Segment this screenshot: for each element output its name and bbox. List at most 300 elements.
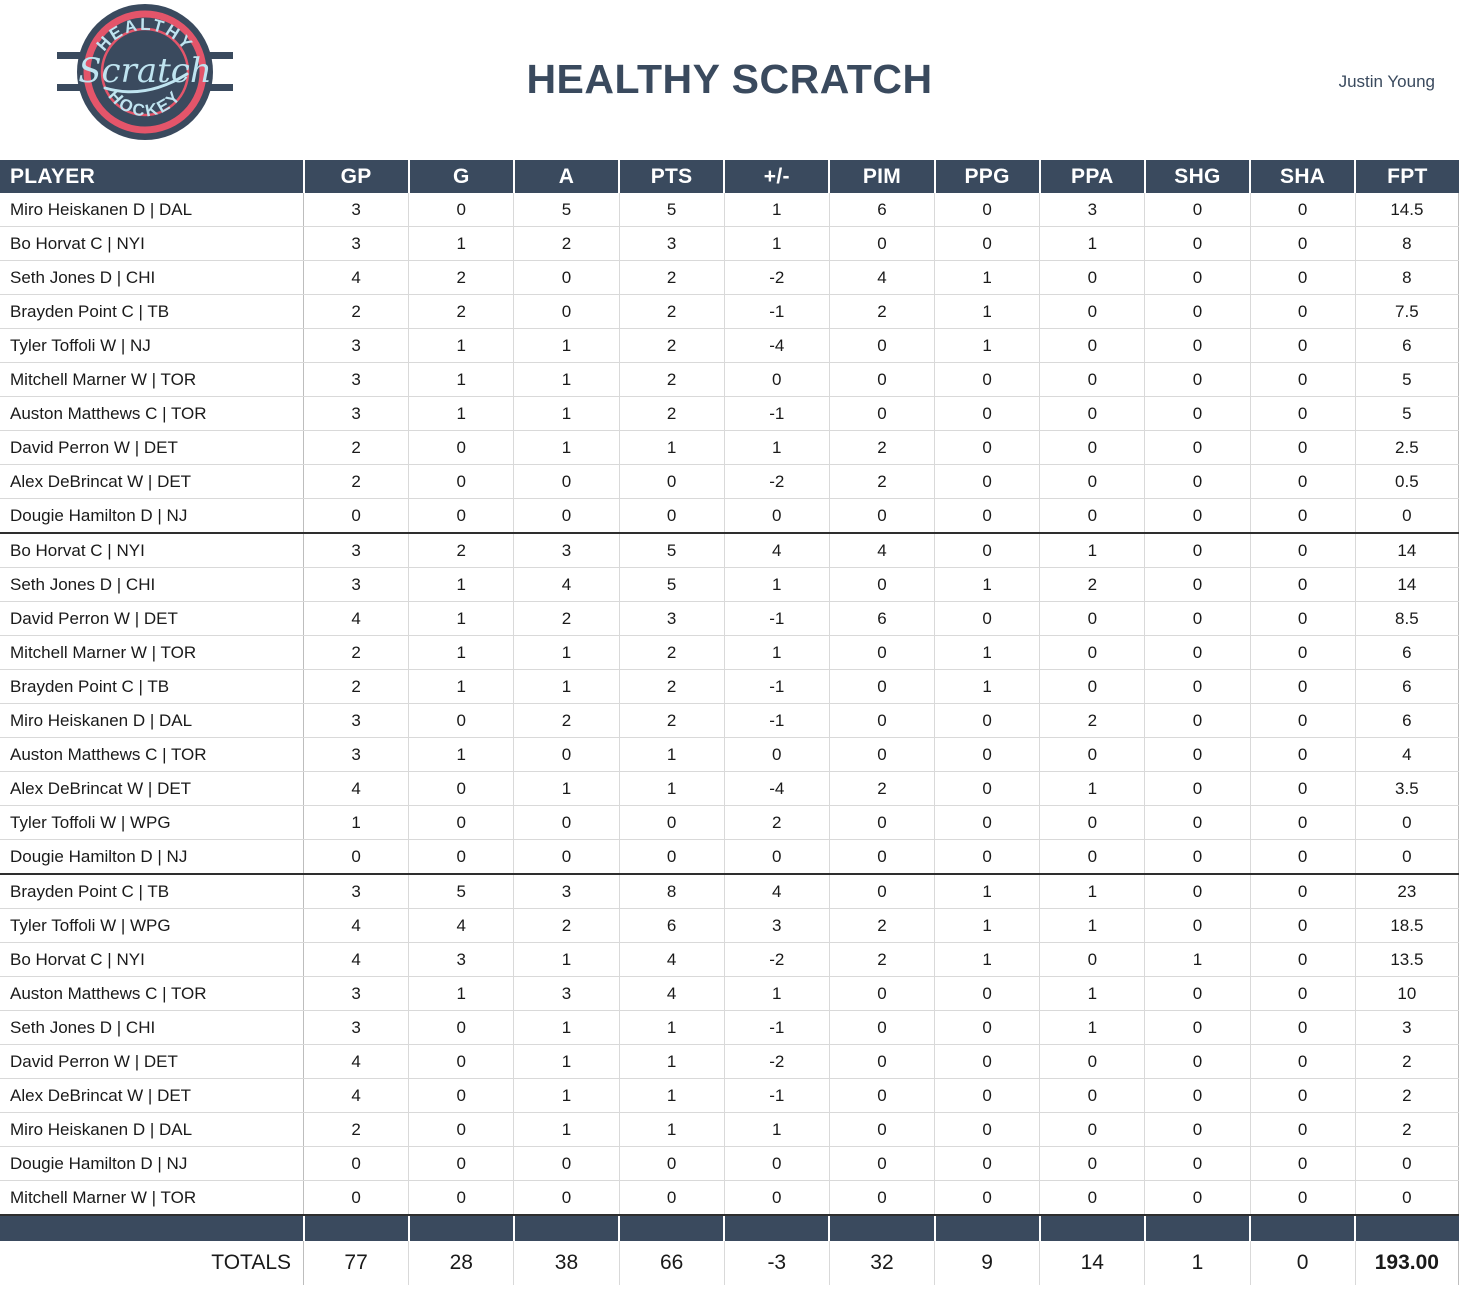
stat-cell-ppa: 1 xyxy=(1040,977,1145,1011)
player-name-cell: Dougie Hamilton D | NJ xyxy=(0,499,304,534)
column-header-gp[interactable]: GP xyxy=(304,160,409,193)
svg-text:HEALTHY: HEALTHY xyxy=(92,14,198,55)
stat-cell-ppg: 0 xyxy=(935,1147,1040,1181)
table-row xyxy=(0,568,1459,602)
stat-cell-sha: 0 xyxy=(1250,329,1355,363)
player-name-cell: Auston Matthews C | TOR xyxy=(0,738,304,772)
stat-cell-ppa: 0 xyxy=(1040,295,1145,329)
stat-cell-pim: 4 xyxy=(829,261,934,295)
column-header-shg[interactable]: SHG xyxy=(1145,160,1250,193)
stat-cell-gp: 3 xyxy=(304,977,409,1011)
stat-cell-a: 0 xyxy=(514,840,619,875)
stat-cell-a: 2 xyxy=(514,227,619,261)
stat-cell-g: 1 xyxy=(409,670,514,704)
stat-cell-g: 1 xyxy=(409,227,514,261)
stat-cell-ppg: 0 xyxy=(935,1045,1040,1079)
stat-cell-fpt: 8 xyxy=(1355,227,1458,261)
stat-cell-a: 2 xyxy=(514,602,619,636)
stat-cell-pts: 0 xyxy=(619,806,724,840)
stat-cell-pts: 3 xyxy=(619,227,724,261)
stat-cell-gp: 3 xyxy=(304,363,409,397)
stat-cell-shg: 0 xyxy=(1145,738,1250,772)
totals-pim: 32 xyxy=(829,1241,934,1285)
totals-row xyxy=(0,1241,1459,1285)
page-header xyxy=(0,0,1459,160)
stat-cell-plusminus: -4 xyxy=(724,772,829,806)
stat-cell-plusminus: 0 xyxy=(724,363,829,397)
player-name-cell: Tyler Toffoli W | WPG xyxy=(0,909,304,943)
stat-cell-gp: 2 xyxy=(304,670,409,704)
stat-cell-ppa: 0 xyxy=(1040,363,1145,397)
stat-cell-shg: 0 xyxy=(1145,1147,1250,1181)
stat-cell-shg: 0 xyxy=(1145,977,1250,1011)
table-body xyxy=(0,193,1459,1215)
stat-cell-pts: 2 xyxy=(619,636,724,670)
table-row xyxy=(0,193,1459,227)
totals-gp: 77 xyxy=(304,1241,409,1285)
stat-cell-fpt: 2.5 xyxy=(1355,431,1458,465)
stat-cell-a: 1 xyxy=(514,1011,619,1045)
stat-cell-shg: 0 xyxy=(1145,636,1250,670)
player-name-cell: Tyler Toffoli W | NJ xyxy=(0,329,304,363)
stat-cell-pts: 0 xyxy=(619,499,724,534)
stat-cell-ppg: 0 xyxy=(935,397,1040,431)
stat-cell-plusminus: 1 xyxy=(724,227,829,261)
stat-cell-ppg: 1 xyxy=(935,261,1040,295)
stat-cell-pim: 0 xyxy=(829,1181,934,1216)
stat-cell-plusminus: 0 xyxy=(724,1147,829,1181)
stat-cell-ppa: 0 xyxy=(1040,465,1145,499)
stat-cell-gp: 2 xyxy=(304,465,409,499)
stat-cell-fpt: 0 xyxy=(1355,499,1458,534)
column-header-ppg[interactable]: PPG xyxy=(935,160,1040,193)
player-name-cell: Alex DeBrincat W | DET xyxy=(0,465,304,499)
stat-cell-pts: 5 xyxy=(619,568,724,602)
table-row xyxy=(0,1011,1459,1045)
stat-cell-gp: 2 xyxy=(304,1113,409,1147)
stat-cell-plusminus: -4 xyxy=(724,329,829,363)
table-row xyxy=(0,227,1459,261)
stat-cell-gp: 2 xyxy=(304,431,409,465)
spacer-cell xyxy=(514,1215,619,1241)
stat-cell-pts: 0 xyxy=(619,1147,724,1181)
spacer-cell xyxy=(619,1215,724,1241)
stat-cell-ppg: 0 xyxy=(935,1181,1040,1216)
stat-cell-ppg: 0 xyxy=(935,363,1040,397)
stat-cell-ppg: 0 xyxy=(935,499,1040,534)
stat-cell-ppg: 0 xyxy=(935,806,1040,840)
stat-cell-plusminus: 1 xyxy=(724,977,829,1011)
stat-cell-plusminus: 1 xyxy=(724,193,829,227)
table-row xyxy=(0,261,1459,295)
svg-text:HOCKEY: HOCKEY xyxy=(104,86,186,121)
stat-cell-shg: 0 xyxy=(1145,431,1250,465)
stat-cell-gp: 3 xyxy=(304,738,409,772)
stat-cell-a: 0 xyxy=(514,1147,619,1181)
totals-shg: 1 xyxy=(1145,1241,1250,1285)
stat-cell-shg: 0 xyxy=(1145,363,1250,397)
stat-cell-ppa: 0 xyxy=(1040,329,1145,363)
stat-cell-pts: 4 xyxy=(619,943,724,977)
stat-cell-ppa: 0 xyxy=(1040,806,1145,840)
stat-cell-g: 0 xyxy=(409,499,514,534)
page-title: HEALTHY SCRATCH xyxy=(526,56,933,102)
stat-cell-a: 4 xyxy=(514,568,619,602)
stat-cell-shg: 0 xyxy=(1145,874,1250,909)
stat-cell-a: 1 xyxy=(514,670,619,704)
totals-sha: 0 xyxy=(1250,1241,1355,1285)
table-row xyxy=(0,465,1459,499)
stat-cell-plusminus: 0 xyxy=(724,738,829,772)
svg-text:Scratch: Scratch xyxy=(78,51,212,91)
stat-cell-shg: 0 xyxy=(1145,1113,1250,1147)
stat-cell-gp: 4 xyxy=(304,909,409,943)
stat-cell-a: 0 xyxy=(514,738,619,772)
stat-cell-a: 0 xyxy=(514,261,619,295)
stat-cell-gp: 3 xyxy=(304,329,409,363)
stat-cell-ppa: 0 xyxy=(1040,1045,1145,1079)
stat-cell-fpt: 6 xyxy=(1355,704,1458,738)
column-header-sha[interactable]: SHA xyxy=(1250,160,1355,193)
stat-cell-shg: 0 xyxy=(1145,1079,1250,1113)
stat-cell-gp: 3 xyxy=(304,397,409,431)
player-name-cell: Seth Jones D | CHI xyxy=(0,261,304,295)
stat-cell-ppg: 1 xyxy=(935,943,1040,977)
stat-cell-ppa: 2 xyxy=(1040,704,1145,738)
stat-cell-pim: 0 xyxy=(829,636,934,670)
stat-cell-shg: 0 xyxy=(1145,602,1250,636)
stat-cell-fpt: 0 xyxy=(1355,840,1458,875)
stat-cell-ppg: 0 xyxy=(935,772,1040,806)
stat-cell-pim: 0 xyxy=(829,1113,934,1147)
stat-cell-ppg: 0 xyxy=(935,738,1040,772)
stat-cell-ppg: 1 xyxy=(935,670,1040,704)
stat-cell-fpt: 4 xyxy=(1355,738,1458,772)
stat-cell-g: 2 xyxy=(409,261,514,295)
stat-cell-a: 1 xyxy=(514,1079,619,1113)
column-header-fpt[interactable]: FPT xyxy=(1355,160,1458,193)
stat-cell-plusminus: 0 xyxy=(724,840,829,875)
stat-cell-plusminus: 3 xyxy=(724,909,829,943)
stat-cell-shg: 0 xyxy=(1145,1011,1250,1045)
stat-cell-sha: 0 xyxy=(1250,1079,1355,1113)
stat-cell-sha: 0 xyxy=(1250,227,1355,261)
table-row xyxy=(0,363,1459,397)
stat-cell-pim: 2 xyxy=(829,909,934,943)
stat-cell-sha: 0 xyxy=(1250,772,1355,806)
stat-cell-shg: 0 xyxy=(1145,568,1250,602)
stat-cell-shg: 0 xyxy=(1145,295,1250,329)
stat-cell-shg: 0 xyxy=(1145,704,1250,738)
stat-cell-fpt: 0.5 xyxy=(1355,465,1458,499)
stat-cell-g: 0 xyxy=(409,772,514,806)
spacer-cell xyxy=(935,1215,1040,1241)
table-header xyxy=(0,160,1459,193)
stat-cell-gp: 4 xyxy=(304,943,409,977)
stat-cell-a: 3 xyxy=(514,874,619,909)
table-row xyxy=(0,329,1459,363)
stat-cell-pim: 0 xyxy=(829,1011,934,1045)
stat-cell-fpt: 14.5 xyxy=(1355,193,1458,227)
stat-cell-pim: 0 xyxy=(829,227,934,261)
stat-cell-gp: 4 xyxy=(304,1045,409,1079)
stat-cell-pts: 2 xyxy=(619,397,724,431)
player-name-cell: Seth Jones D | CHI xyxy=(0,568,304,602)
stat-cell-pts: 8 xyxy=(619,874,724,909)
stat-cell-g: 0 xyxy=(409,465,514,499)
stat-cell-pts: 0 xyxy=(619,840,724,875)
player-name-cell: Brayden Point C | TB xyxy=(0,874,304,909)
stat-cell-ppa: 1 xyxy=(1040,227,1145,261)
stat-cell-pim: 0 xyxy=(829,568,934,602)
stat-cell-shg: 0 xyxy=(1145,670,1250,704)
stat-cell-g: 4 xyxy=(409,909,514,943)
stat-cell-a: 3 xyxy=(514,533,619,568)
player-name-cell: Alex DeBrincat W | DET xyxy=(0,1079,304,1113)
stat-cell-gp: 3 xyxy=(304,874,409,909)
stat-cell-pts: 1 xyxy=(619,1113,724,1147)
team-owner-name: Justin Young xyxy=(1338,72,1435,91)
table-row xyxy=(0,636,1459,670)
table-row xyxy=(0,840,1459,875)
stat-cell-fpt: 2 xyxy=(1355,1113,1458,1147)
stat-cell-sha: 0 xyxy=(1250,1045,1355,1079)
stat-cell-a: 2 xyxy=(514,909,619,943)
stat-cell-sha: 0 xyxy=(1250,670,1355,704)
stat-cell-fpt: 13.5 xyxy=(1355,943,1458,977)
stat-cell-sha: 0 xyxy=(1250,943,1355,977)
stat-cell-a: 0 xyxy=(514,499,619,534)
stat-cell-fpt: 6 xyxy=(1355,329,1458,363)
stat-cell-a: 0 xyxy=(514,295,619,329)
stat-cell-fpt: 5 xyxy=(1355,397,1458,431)
stat-cell-ppa: 0 xyxy=(1040,1079,1145,1113)
stat-cell-fpt: 8.5 xyxy=(1355,602,1458,636)
stat-cell-pim: 0 xyxy=(829,977,934,1011)
stat-cell-pts: 5 xyxy=(619,193,724,227)
table-row xyxy=(0,704,1459,738)
stat-cell-plusminus: -1 xyxy=(724,295,829,329)
totals-pts: 66 xyxy=(619,1241,724,1285)
table-row xyxy=(0,738,1459,772)
stat-cell-ppg: 0 xyxy=(935,704,1040,738)
stat-cell-fpt: 6 xyxy=(1355,636,1458,670)
stat-cell-gp: 3 xyxy=(304,1011,409,1045)
player-name-cell: Dougie Hamilton D | NJ xyxy=(0,840,304,875)
stat-cell-gp: 3 xyxy=(304,193,409,227)
stat-cell-shg: 0 xyxy=(1145,772,1250,806)
totals-label: TOTALS xyxy=(0,1241,304,1285)
stat-cell-fpt: 18.5 xyxy=(1355,909,1458,943)
stat-cell-shg: 0 xyxy=(1145,1181,1250,1216)
stat-cell-pim: 0 xyxy=(829,840,934,875)
column-header-g[interactable]: G xyxy=(409,160,514,193)
stat-cell-g: 1 xyxy=(409,363,514,397)
stat-cell-ppa: 0 xyxy=(1040,261,1145,295)
player-name-cell: David Perron W | DET xyxy=(0,1045,304,1079)
stat-cell-a: 1 xyxy=(514,943,619,977)
stat-cell-pts: 1 xyxy=(619,431,724,465)
stat-cell-ppa: 0 xyxy=(1040,602,1145,636)
stat-cell-plusminus: -1 xyxy=(724,704,829,738)
totals-plusminus: -3 xyxy=(724,1241,829,1285)
stat-cell-ppg: 1 xyxy=(935,329,1040,363)
column-header-pim[interactable]: PIM xyxy=(829,160,934,193)
player-name-cell: Tyler Toffoli W | WPG xyxy=(0,806,304,840)
totals-ppg: 9 xyxy=(935,1241,1040,1285)
stat-cell-shg: 0 xyxy=(1145,193,1250,227)
spacer-cell xyxy=(1355,1215,1458,1241)
stat-cell-gp: 4 xyxy=(304,261,409,295)
stat-cell-pts: 3 xyxy=(619,602,724,636)
table-row xyxy=(0,772,1459,806)
stat-cell-ppg: 0 xyxy=(935,465,1040,499)
stat-cell-ppa: 1 xyxy=(1040,772,1145,806)
stat-cell-ppg: 0 xyxy=(935,1079,1040,1113)
stat-cell-fpt: 2 xyxy=(1355,1045,1458,1079)
stat-cell-ppa: 0 xyxy=(1040,1113,1145,1147)
column-header-ppa[interactable]: PPA xyxy=(1040,160,1145,193)
stat-cell-a: 0 xyxy=(514,806,619,840)
stat-cell-ppa: 0 xyxy=(1040,1147,1145,1181)
stat-cell-a: 5 xyxy=(514,193,619,227)
stat-cell-g: 0 xyxy=(409,704,514,738)
stat-cell-pts: 5 xyxy=(619,533,724,568)
stat-cell-fpt: 5 xyxy=(1355,363,1458,397)
stat-cell-fpt: 10 xyxy=(1355,977,1458,1011)
stat-cell-pts: 1 xyxy=(619,1011,724,1045)
stat-cell-ppg: 0 xyxy=(935,1113,1040,1147)
stat-cell-ppa: 0 xyxy=(1040,943,1145,977)
stat-cell-fpt: 23 xyxy=(1355,874,1458,909)
stat-cell-plusminus: -1 xyxy=(724,670,829,704)
stat-cell-g: 0 xyxy=(409,1079,514,1113)
stat-cell-sha: 0 xyxy=(1250,840,1355,875)
footer-spacer-row xyxy=(0,1215,1459,1241)
stat-cell-plusminus: -1 xyxy=(724,1011,829,1045)
player-name-cell: Alex DeBrincat W | DET xyxy=(0,772,304,806)
table-row xyxy=(0,431,1459,465)
table-row xyxy=(0,1113,1459,1147)
stat-cell-pts: 1 xyxy=(619,1079,724,1113)
stat-cell-ppg: 1 xyxy=(935,874,1040,909)
stat-cell-a: 1 xyxy=(514,636,619,670)
stat-cell-g: 0 xyxy=(409,431,514,465)
stat-cell-sha: 0 xyxy=(1250,1113,1355,1147)
stat-cell-plusminus: 1 xyxy=(724,431,829,465)
stat-cell-plusminus: -1 xyxy=(724,397,829,431)
stat-cell-plusminus: -2 xyxy=(724,1045,829,1079)
stat-cell-gp: 0 xyxy=(304,1181,409,1216)
stat-cell-gp: 3 xyxy=(304,533,409,568)
stat-cell-pts: 2 xyxy=(619,363,724,397)
stat-cell-shg: 0 xyxy=(1145,261,1250,295)
stat-cell-sha: 0 xyxy=(1250,806,1355,840)
stat-cell-pts: 4 xyxy=(619,977,724,1011)
stat-cell-a: 1 xyxy=(514,1045,619,1079)
stat-cell-pim: 0 xyxy=(829,397,934,431)
stat-cell-sha: 0 xyxy=(1250,704,1355,738)
player-name-cell: Mitchell Marner W | TOR xyxy=(0,363,304,397)
stat-cell-pts: 1 xyxy=(619,772,724,806)
stat-cell-gp: 2 xyxy=(304,295,409,329)
stat-cell-g: 3 xyxy=(409,943,514,977)
totals-g: 28 xyxy=(409,1241,514,1285)
stat-cell-plusminus: -1 xyxy=(724,1079,829,1113)
stat-cell-gp: 0 xyxy=(304,1147,409,1181)
stat-cell-pts: 6 xyxy=(619,909,724,943)
stat-cell-plusminus: -1 xyxy=(724,602,829,636)
stat-cell-fpt: 2 xyxy=(1355,1079,1458,1113)
stat-cell-g: 1 xyxy=(409,738,514,772)
stat-cell-pts: 2 xyxy=(619,295,724,329)
stat-cell-g: 1 xyxy=(409,329,514,363)
stat-cell-ppg: 0 xyxy=(935,533,1040,568)
stat-cell-pts: 1 xyxy=(619,738,724,772)
stat-cell-fpt: 3 xyxy=(1355,1011,1458,1045)
spacer-cell xyxy=(304,1215,409,1241)
stat-cell-pts: 2 xyxy=(619,704,724,738)
stat-cell-fpt: 6 xyxy=(1355,670,1458,704)
stat-cell-ppa: 2 xyxy=(1040,568,1145,602)
column-header-plusminus[interactable]: +/- xyxy=(724,160,829,193)
player-name-cell: Bo Horvat C | NYI xyxy=(0,227,304,261)
totals-fpt: 193.00 xyxy=(1355,1241,1458,1285)
stat-cell-g: 0 xyxy=(409,193,514,227)
stat-cell-sha: 0 xyxy=(1250,193,1355,227)
stat-cell-gp: 3 xyxy=(304,568,409,602)
stat-cell-ppg: 1 xyxy=(935,909,1040,943)
stat-cell-sha: 0 xyxy=(1250,568,1355,602)
stat-cell-ppg: 1 xyxy=(935,568,1040,602)
table-header-row xyxy=(0,160,1459,193)
stat-cell-ppg: 0 xyxy=(935,602,1040,636)
stat-cell-g: 1 xyxy=(409,977,514,1011)
stat-cell-gp: 4 xyxy=(304,1079,409,1113)
column-header-a[interactable]: A xyxy=(514,160,619,193)
stat-cell-ppa: 3 xyxy=(1040,193,1145,227)
player-name-cell: Auston Matthews C | TOR xyxy=(0,977,304,1011)
table-footer xyxy=(0,1215,1459,1285)
stat-cell-sha: 0 xyxy=(1250,499,1355,534)
stat-cell-plusminus: 0 xyxy=(724,499,829,534)
table-row xyxy=(0,295,1459,329)
stat-cell-sha: 0 xyxy=(1250,977,1355,1011)
spacer-cell xyxy=(1040,1215,1145,1241)
table-row xyxy=(0,909,1459,943)
stat-cell-ppg: 0 xyxy=(935,1011,1040,1045)
stat-cell-plusminus: -2 xyxy=(724,943,829,977)
stat-cell-pim: 0 xyxy=(829,499,934,534)
stat-cell-g: 0 xyxy=(409,806,514,840)
table-row xyxy=(0,670,1459,704)
stat-cell-g: 5 xyxy=(409,874,514,909)
stat-cell-sha: 0 xyxy=(1250,397,1355,431)
column-header-pts[interactable]: PTS xyxy=(619,160,724,193)
player-stats-table xyxy=(0,160,1459,1285)
stat-cell-ppg: 0 xyxy=(935,193,1040,227)
stat-cell-gp: 2 xyxy=(304,636,409,670)
stat-cell-g: 1 xyxy=(409,602,514,636)
stat-cell-g: 0 xyxy=(409,1181,514,1216)
stat-cell-sha: 0 xyxy=(1250,602,1355,636)
stat-cell-ppa: 1 xyxy=(1040,533,1145,568)
column-header-player[interactable]: PLAYER xyxy=(0,160,304,193)
stat-cell-gp: 3 xyxy=(304,227,409,261)
player-name-cell: Dougie Hamilton D | NJ xyxy=(0,1147,304,1181)
stat-cell-ppa: 0 xyxy=(1040,670,1145,704)
stat-cell-shg: 0 xyxy=(1145,806,1250,840)
